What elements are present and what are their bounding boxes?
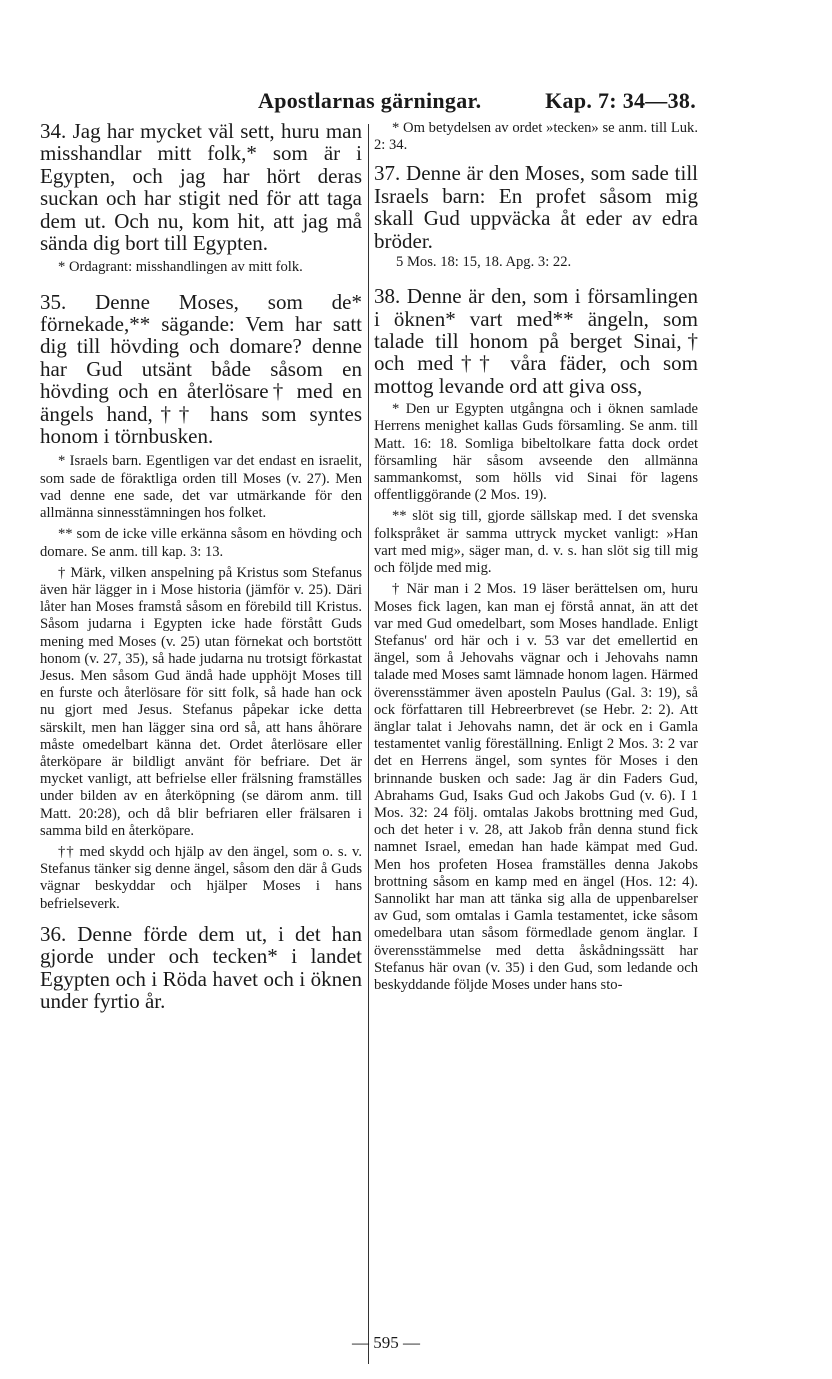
chapter-reference: Kap. 7: 34—38. [545,88,696,113]
verse-34: 34. Jag har mycket väl sett, huru man misshandlar mitt folk,* som är i Egypten, och jag har hört deras suckan och har stigit ned för att taga dem ut. Och nu, kom hit, att jag må sända dig bort till Egypten. [40,119,362,256]
footnote: †† med skydd och hjälp av den ängel, som o. s. v. Stefanus tänker sig denne ängel, såsom den där å Guds vägnar beskyddar och hjälper Moses i hans befrielseverk. [40,843,362,912]
running-header [40,88,696,118]
verse-35: 35. Denne Moses, som de* förnekade,** sägande: Vem har satt dig till hövding och domare? denne har Gud utsänt både såsom en hövding och en återlösare† med en ängels hand,†† hans som syntes honom i törnbusken. [40,289,362,449]
column-divider [368,124,369,1364]
footnote: * Ordagrant: misshandlingen av mitt folk. [58,259,303,276]
footnote: † Märk, vilken anspelning på Kristus som Stefanus även här lägger in i Mose historia (jämför v. 25). Däri låter han Moses framstå såsom en förebild till Kristus. Såsom judarna i Egypten icke hade förstått Guds mening med Moses (v. 25) utan förnekat och bortstött honom (v. 27, 35), så hade judarna nu trotsigt förkastat Jesus. Men såsom Gud ändå hade upphöjt Moses till en furste och återlösare för sitt folk, så hade han ock nu gjort med Jesus. Stefanus påpekar icke detta särskilt, men han lägger sina ord så, att hans åhörare måste omedelbart känna det. Ordet återlösare eller återköpare är bildligt använt för befriare. Det är mycket vanligt, att befrielse eller frälsning framställes under bilden av en återköpning (se därom anm. till Matt. 20:28), och då blir befriaren eller frälsaren i samma bild en återköpare. [40,564,362,839]
page-number-line [0,1333,832,1353]
footnote: * Om betydelsen av ordet »tecken» se anm. till Luk. 2: 34. [374,120,698,154]
footnote: * Den ur Egypten utgångna och i öknen samlade Herrens menighet kallas Guds församling. Se anm. till Matt. 16: 18. Somliga bibeltolkare fatta dock ordet församling här såsom avseende den allmänna sammankomst, som hölls vid Sinai för lagens offentliggörande (2 Mos. 19). [374,401,698,504]
cross-reference: 5 Mos. 18: 15, 18. Apg. 3: 22. [396,254,572,271]
footnote: † När man i 2 Mos. 19 läser berättelsen om, huru Moses fick lagen, kan man ej förstå annat, än att det var med Gud omedelbart, som Moses handlade. Enligt Stefanus' ord här och i v. 53 var det emellertid en ängel, som å Jehovahs vägnar och i Jehovahs namn talade med Moses samt lämnade honom lagen. Härmed överensstämmer även aposteln Paulus (Gal. 3: 19), så ock författaren till Hebreerbrevet (se Hebr. 2: 2). Att änglar talat i Jehovahs namn, det är ock en i Gamla testamentet vanlig föreställning. Enligt 2 Mos. 3: 2 var det en Herrens ängel, som syntes för Moses i den brinnande busken och sade: Jag är din Faders Gud, Abrahams Gud, Isaks Gud och Jakobs Gud (v. 6). I 1 Mos. 32: 24 följ. omtalas Jakobs brottning med Gud, och det heter i v. 28, att Jakob från denna stund fick namnet Israel, emedan han hade kämpat med Gud. Men hos profeten Hosea framställes denna Jakobs brottning såsom en kamp med en ängel (Hos. 12: 4). Sannolikt har man att tänka sig alla de uppenbarelser av Gud, som omtalas i Gamla testamentet, icke såsom omedelbara utan såsom förmedlade genom änglar. I överensstämmelse med detta åskådningssätt har Stefanus här ovan (v. 35) i den Gud, som ledande och beskyddande följde Moses under hans sto- [374,581,698,993]
page-number: — 595 — [352,1333,420,1352]
verse-36: 36. Denne förde dem ut, i det han gjorde under och tecken* i landet Egypten och i Röda havet och i öknen under fyrtio år. [40,921,362,1013]
verse-38: 38. Denne är den, som i församlingen i öknen* vart med** ängeln, som talade till honom på berget Sinai,† och med†† våra fäder, och som mottog levande ord att giva oss, [374,284,698,398]
footnote: ** som de icke ville erkänna såsom en hövding och domare. Se anm. till kap. 3: 13. [40,526,362,560]
verse-37: 37. Denne är den Moses, som sade till Israels barn: En profet såsom mig skall Gud uppväcka åt eder av edra bröder. [374,161,698,253]
right-column [374,120,698,994]
footnote: ** slöt sig till, gjorde sällskap med. I det svenska folkspråket är samma uttryck mycket vanligt: »Han vart med mig», säger man, d. v. s. han slöt sig till mig och följde med mig. [374,508,698,577]
footnote: * Israels barn. Egentligen var det endast en israelit, som sade de föraktliga orden till Moses (v. 27). Men vad denne ene sade, det var utmärkande för den allmänna sinnesstämningen hos folket. [40,453,362,522]
left-column [40,120,362,1012]
book-title: Apostlarnas gärningar. [258,88,482,113]
